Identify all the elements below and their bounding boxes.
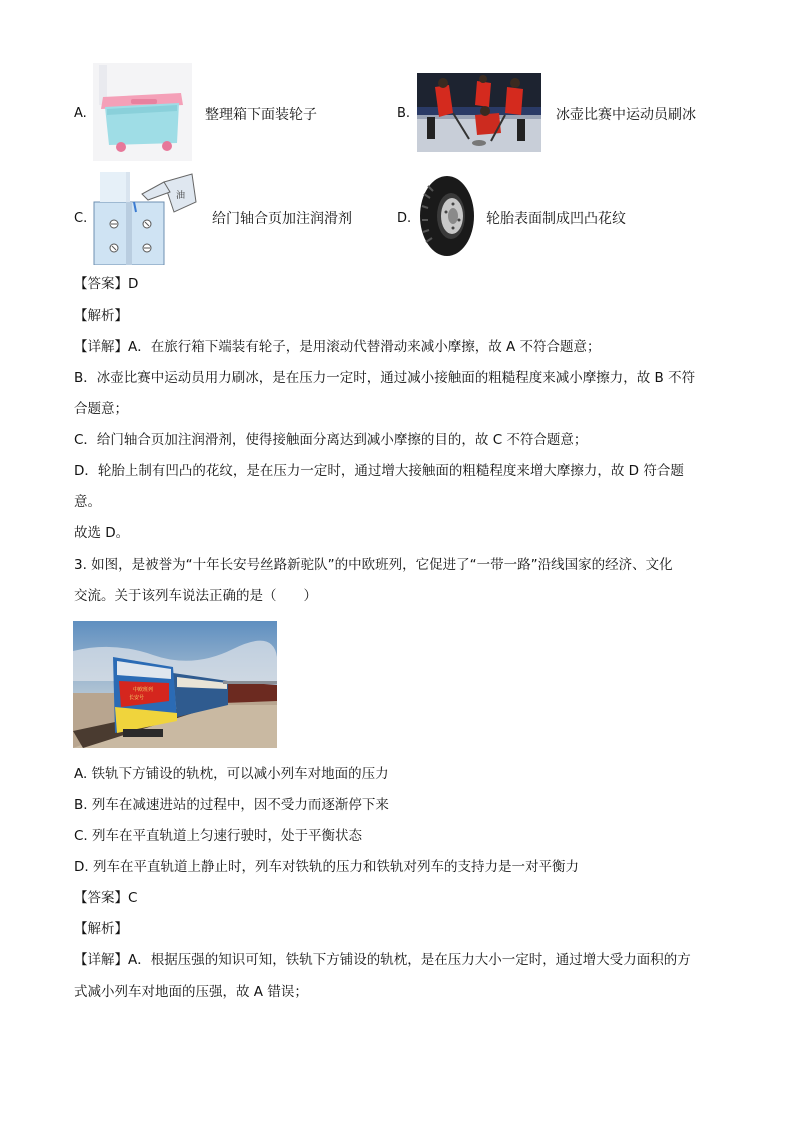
train-image bbox=[73, 621, 277, 748]
analysis-label: 【解析】 bbox=[74, 308, 128, 324]
option-letter: A. bbox=[74, 106, 87, 121]
detail-line: C．给门轴合页加注润滑剂，使得接触面分离达到减小摩擦的目的，故 C 不符合题意； bbox=[74, 432, 588, 448]
option-b-line: B. 列车在减速进站的过程中，因不受力而逐渐停下来 bbox=[74, 797, 389, 813]
tire-image bbox=[418, 174, 475, 259]
svg-text:长安号: 长安号 bbox=[129, 695, 145, 701]
detail-line: 式减小列车对地面的压强，故 A 错误； bbox=[74, 984, 308, 1000]
question-stem: 交流。关于该列车说法正确的是（ ） bbox=[74, 588, 317, 604]
analysis-label: 【解析】 bbox=[74, 921, 128, 937]
option-text: 给门轴合页加注润滑剂 bbox=[212, 211, 352, 227]
answer-line: 【答案】D bbox=[74, 276, 139, 292]
option-text: 冰壶比赛中运动员刷冰 bbox=[556, 107, 696, 123]
option-d-line: D. 列车在平直轨道上静止时，列车对铁轨的压力和铁轨对列车的支持力是一对平衡力 bbox=[74, 859, 579, 875]
svg-text:油: 油 bbox=[176, 191, 186, 201]
option-letter: C. bbox=[74, 211, 88, 226]
option-letter: B. bbox=[397, 106, 411, 121]
svg-text:中欧班列: 中欧班列 bbox=[133, 687, 154, 693]
option-a-line: A. 铁轨下方铺设的轨枕，可以减小列车对地面的压力 bbox=[74, 766, 389, 782]
storage-box-image bbox=[93, 63, 192, 161]
detail-line: B．冰壶比赛中运动员用力刷冰，是在压力一定时，通过减小接触面的粗糙程度来减小摩擦力，故 B 不符 bbox=[74, 370, 696, 386]
choice-line: 故选 D。 bbox=[74, 525, 130, 541]
option-c-line: C. 列车在平直轨道上匀速行驶时，处于平衡状态 bbox=[74, 828, 363, 844]
detail-line: 合题意； bbox=[74, 401, 128, 417]
answer-line: 【答案】C bbox=[74, 890, 138, 906]
option-text: 整理箱下面装轮子 bbox=[205, 107, 317, 123]
option-text: 轮胎表面制成凹凸花纹 bbox=[486, 211, 626, 227]
detail-line: 【详解】A．根据压强的知识可知，铁轨下方铺设的轨枕，是在压力大小一定时，通过增大受力面积的方 bbox=[74, 952, 691, 968]
detail-line: 【详解】A．在旅行箱下端装有轮子，是用滚动代替滑动来减小摩擦，故 A 不符合题意； bbox=[74, 339, 601, 355]
curling-image bbox=[417, 73, 541, 152]
detail-line: 意。 bbox=[74, 494, 101, 510]
detail-line: D．轮胎上制有凹凸的花纹，是在压力一定时，通过增大接触面的粗糙程度来增大摩擦力，故 D 符合题 bbox=[74, 463, 684, 479]
door-hinge-image bbox=[92, 172, 197, 265]
question-stem: 3. 如图，是被誉为“十年长安号丝路新驼队”的中欧班列，它促进了“一带一路”沿线国家的经济、文化 bbox=[74, 557, 673, 573]
option-letter: D. bbox=[397, 211, 412, 226]
